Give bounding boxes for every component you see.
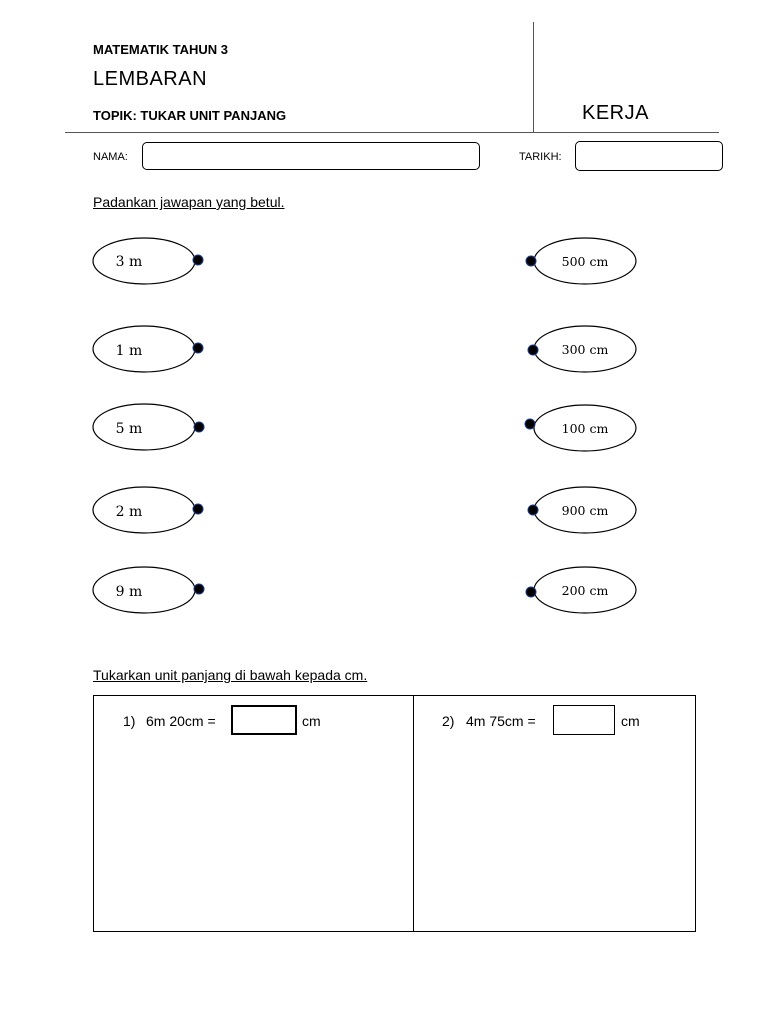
question-1-expression: 6m 20cm = — [146, 713, 216, 729]
left-item-2[interactable] — [93, 326, 203, 372]
right-item-label: 100 cm — [561, 421, 609, 436]
connector-dot — [526, 587, 536, 597]
left-item-label: 1 m — [115, 343, 143, 359]
right-item-4[interactable] — [528, 487, 636, 533]
question-2-unit: cm — [621, 713, 640, 729]
worksheet-title-part2: KERJA — [582, 102, 649, 124]
left-item-label: 3 m — [115, 254, 143, 270]
connector-dot — [193, 504, 203, 514]
date-label: TARIKH: — [519, 151, 562, 163]
table-column-divider — [413, 696, 414, 931]
right-item-label: 200 cm — [561, 583, 609, 598]
question-1-answer-box[interactable] — [231, 705, 297, 735]
question-1-unit: cm — [302, 713, 321, 729]
connector-dot — [194, 422, 204, 432]
left-item-3[interactable] — [93, 404, 204, 450]
left-item-1[interactable] — [93, 238, 203, 284]
right-item-label: 500 cm — [561, 254, 609, 269]
right-item-3[interactable] — [525, 405, 636, 451]
right-item-5[interactable] — [526, 567, 636, 613]
left-item-5[interactable] — [93, 567, 204, 613]
left-item-label: 2 m — [115, 504, 143, 520]
connector-dot — [528, 505, 538, 515]
connector-dot — [525, 419, 535, 429]
right-item-2[interactable] — [528, 326, 636, 372]
left-item-4[interactable] — [93, 487, 203, 533]
connector-dot — [526, 256, 536, 266]
question-1-number: 1) — [123, 713, 136, 729]
left-item-label: 5 m — [115, 421, 143, 437]
connector-dot — [194, 584, 204, 594]
name-label: NAMA: — [93, 151, 128, 163]
question-2-answer-box[interactable] — [553, 705, 615, 735]
worksheet-title-part1: LEMBARAN — [93, 68, 208, 90]
connector-dot — [193, 255, 203, 265]
right-item-1[interactable] — [526, 238, 636, 284]
subject-heading: MATEMATIK TAHUN 3 — [93, 42, 229, 57]
connector-dot — [193, 343, 203, 353]
matching-instruction: Padankan jawapan yang betul. — [93, 194, 285, 210]
right-item-label: 900 cm — [561, 503, 609, 518]
topic-heading: TOPIK: TUKAR UNIT PANJANG — [93, 108, 287, 123]
right-item-label: 300 cm — [561, 342, 609, 357]
conversion-table — [93, 695, 696, 932]
conversion-instruction: Tukarkan unit panjang di bawah kepada cm. — [93, 667, 368, 683]
connector-dot — [528, 345, 538, 355]
question-2-expression: 4m 75cm = — [466, 713, 536, 729]
question-2-number: 2) — [442, 713, 455, 729]
left-item-label: 9 m — [115, 584, 143, 600]
